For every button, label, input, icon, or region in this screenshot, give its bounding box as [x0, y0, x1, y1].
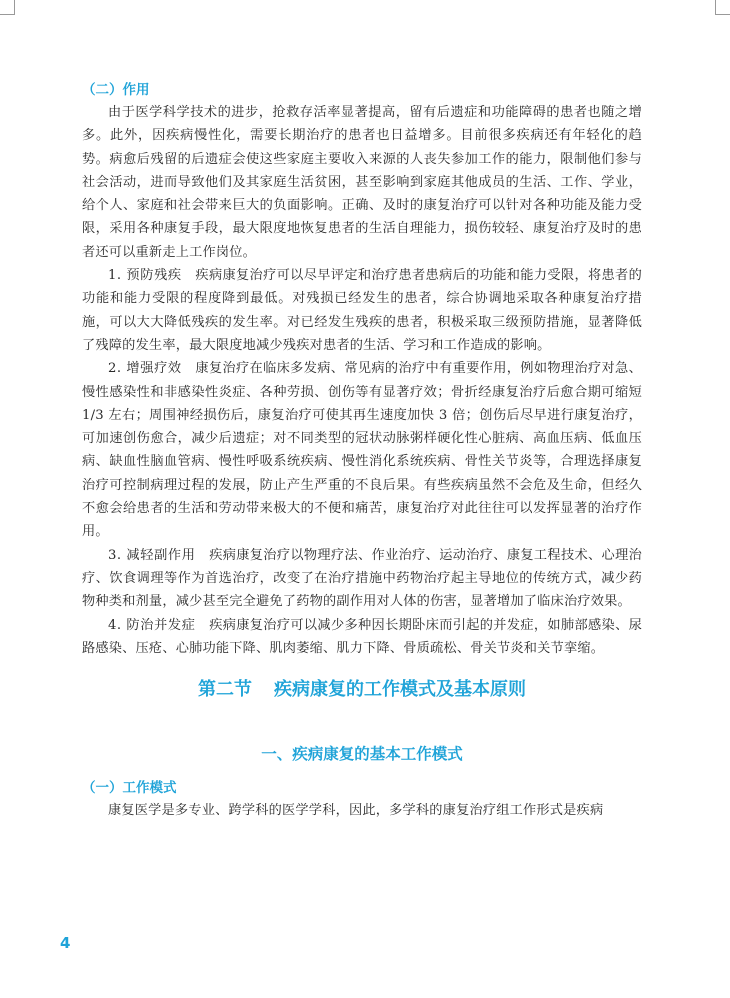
item-text: 疾病康复治疗可以尽早评定和治疗患者患病后的功能和能力受限，将患者的功能和能力受限的程度降到最低。对残损已经发生的患者，综合协调地采取各种康复治疗措施，可以大大降低残疾的发生率。对已经发生残疾的患者，积极采取三级预防措施，显著降低了残障的发生率，最大限度地减少残疾对患者的生活、学习和工作造成的影响。	[82, 268, 642, 353]
section-number: 第二节	[198, 679, 252, 701]
subsection-title: 一、疾病康复的基本工作模式	[261, 745, 463, 764]
item-lead: 1. 预防残疾	[108, 268, 182, 284]
section-title-text: 疾病康复的工作模式及基本原则	[274, 679, 526, 701]
page-content	[82, 80, 642, 822]
crop-mark-top-left	[0, 0, 15, 15]
intro-paragraph: 由于医学科学技术的进步，抢救存活率显著提高，留有后遗症和功能障碍的患者也随之增多。此外，因疾病慢性化，需要长期治疗的患者也日益增多。目前很多疾病还有年轻化的趋势。病愈后残留的后遗症会使这些家庭主要收入来源的人丧失参加工作的能力，限制他们参与社会活动，进而导致他们及其家庭生活贫困，甚至影响到家庭其他成员的生活、工作、学业，给个人、家庭和社会带来巨大的负面影响。正确、及时的康复治疗可以针对各种功能及能力受限，采用各种康复手段，最大限度地恢复患者的生活自理能力，损伤较轻、康复治疗及时的患者还可以重新走上工作岗位。	[82, 105, 642, 260]
item-lead: 4. 防治并发症	[108, 617, 196, 633]
item-text: 疾病康复治疗以物理疗法、作业治疗、运动治疗、康复工程技术、心理治疗、饮食调理等作为首选治疗，改变了在治疗措施中药物治疗起主导地位的传统方式，减少药物种类和剂量，减少甚至完全避免了药物的副作用对人体的伤害，显著增加了临床治疗效果。	[82, 547, 642, 610]
item-lead: 2. 增强疗效	[108, 361, 182, 377]
item-text: 疾病康复治疗可以减少多种因长期卧床而引起的并发症，如肺部感染、尿路感染、压疮、心肺功能下降、肌肉萎缩、肌力下降、骨质疏松、骨关节炎和关节挛缩。	[82, 617, 642, 656]
item-lead: 3. 减轻副作用	[108, 547, 196, 563]
item-enhance-efficacy	[82, 357, 642, 543]
subsection-heading-work-mode: （一）工作模式	[82, 780, 177, 797]
item-prevent-disability	[82, 264, 642, 357]
last-paragraph: 康复医学是多专业、跨学科的医学学科，因此，多学科的康复治疗组工作形式是疾病	[108, 803, 604, 819]
crop-mark-top-right	[715, 0, 730, 15]
item-prevent-complications	[82, 614, 642, 661]
page-number: 4	[60, 934, 71, 952]
subsection-heading-effects: （二）作用	[82, 82, 150, 98]
section-title	[82, 676, 642, 704]
item-reduce-side-effects	[82, 544, 642, 614]
item-text: 康复治疗在临床多发病、常见病的治疗中有重要作用，例如物理治疗对急、慢性感染性和非感染性炎症、各种劳损、创伤等有显著疗效；骨折经康复治疗后愈合期可缩短 1/3 左右；周围神经损伤后，康复治疗可使其再生速度加快 3 倍；创伤后尽早进行康复治疗，可加速创伤愈合，减少后遗症；对不同类型的冠状动脉粥样硬化性心脏病、高血压病、低血压病、缺血性脑血管病、慢性呼吸系统疾病、慢性消化系统疾病、骨性关节炎等，合理选择康复治疗可控制病理过程的发展，防止产生严重的不良后果。有些疾病虽然不会危及生命，但经久不愈会给患者的生活和劳动带来极大的不便和痛苦，康复治疗对此往往可以发挥显著的治疗作用。	[82, 361, 642, 540]
